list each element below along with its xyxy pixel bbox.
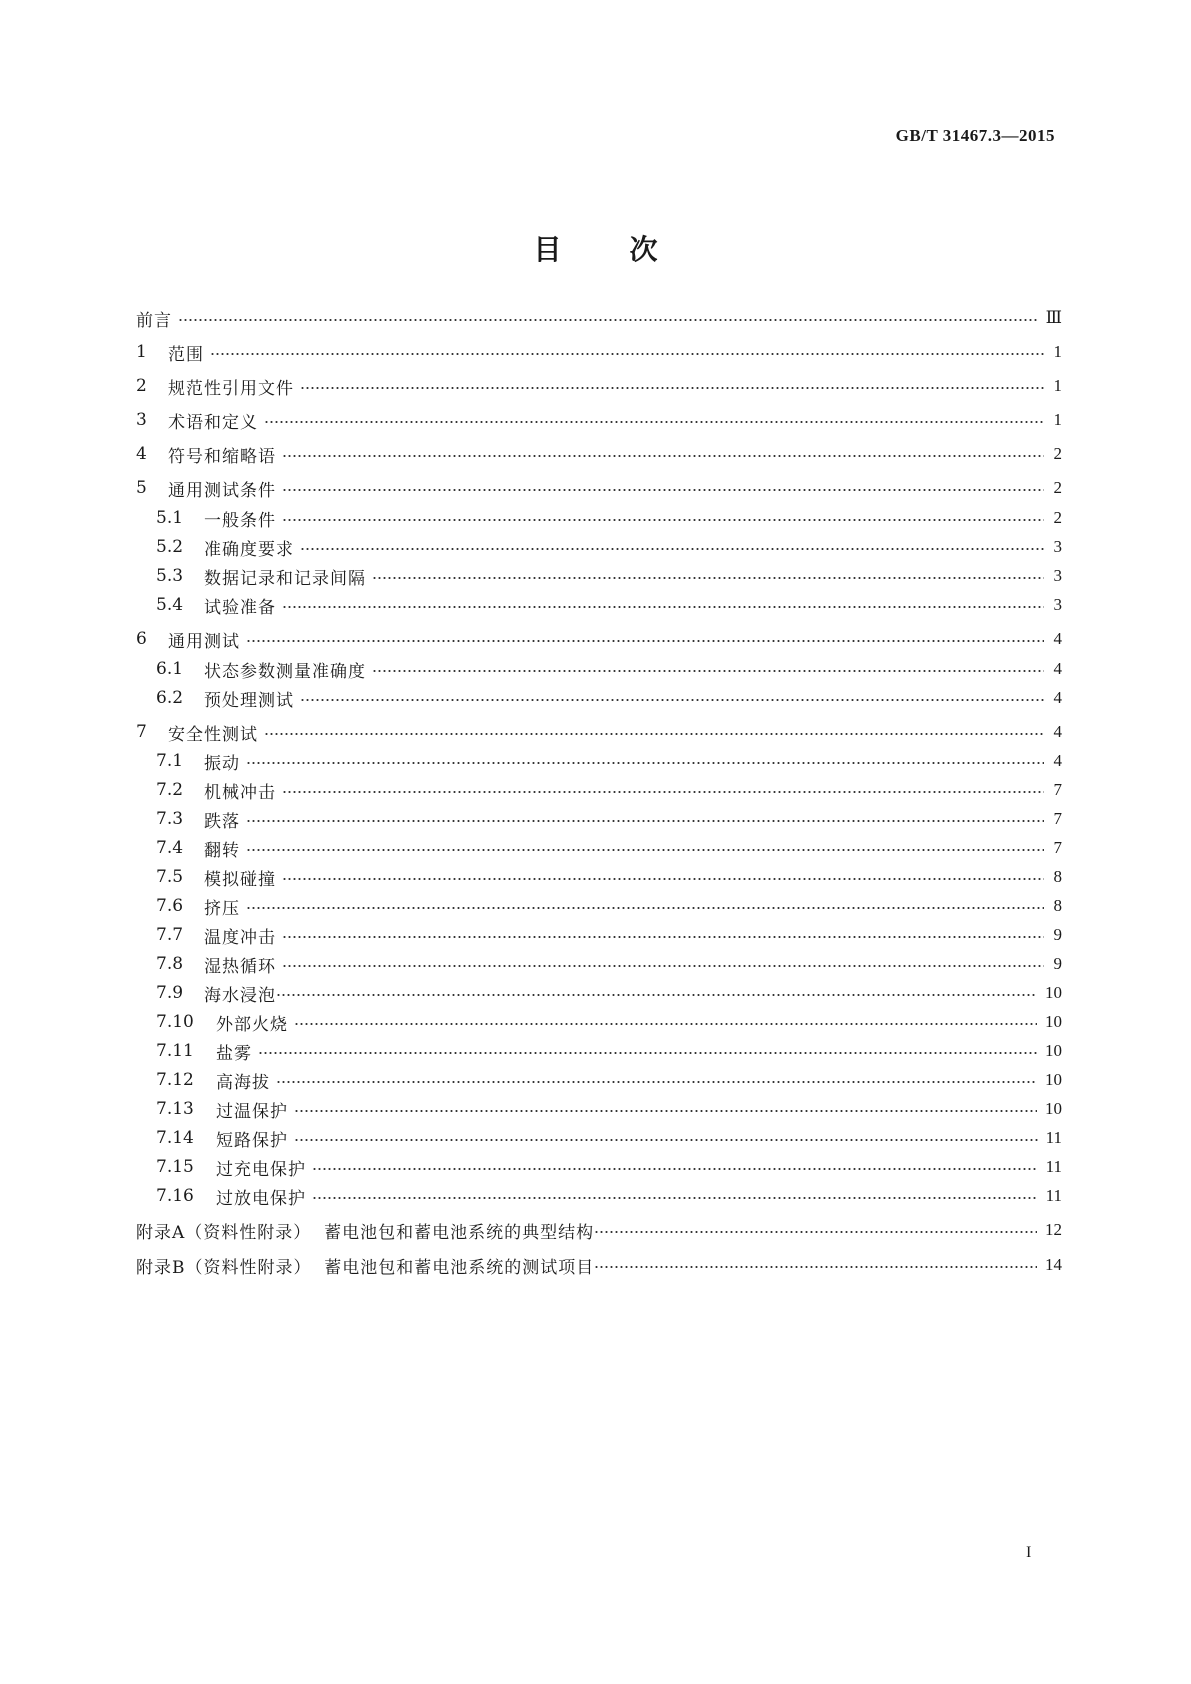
toc-entry-6[interactable] bbox=[136, 627, 1062, 651]
page-number: I bbox=[1026, 1544, 1032, 1561]
table-of-contents bbox=[136, 0, 1062, 1684]
page-title: 目次 bbox=[533, 233, 726, 266]
toc-leader bbox=[282, 455, 1044, 457]
toc-entry-number: 6.1 bbox=[156, 659, 184, 679]
toc-entry-number: 7.7 bbox=[156, 925, 184, 945]
toc-entry-title: 振动 bbox=[204, 753, 240, 774]
toc-entry-number: 5.2 bbox=[156, 537, 184, 557]
toc-page-number: 2 bbox=[1053, 444, 1062, 463]
toc-entry-title: 数据记录和记录间隔 bbox=[204, 568, 366, 589]
toc-entry-number: 7.9 bbox=[156, 983, 184, 1003]
toc-page-number: 7 bbox=[1053, 809, 1062, 828]
toc-leader bbox=[246, 849, 1044, 851]
toc-entry-7-6[interactable] bbox=[156, 894, 1062, 918]
toc-entry-5-1[interactable] bbox=[156, 506, 1062, 530]
toc-page-number: 8 bbox=[1053, 867, 1062, 886]
toc-page-number: 1 bbox=[1053, 376, 1062, 395]
toc-entry-number: 7.11 bbox=[156, 1041, 194, 1061]
toc-entry-7-11[interactable] bbox=[156, 1039, 1062, 1063]
toc-page-number: 11 bbox=[1045, 1128, 1062, 1147]
toc-page-number: 1 bbox=[1053, 410, 1062, 429]
toc-leader bbox=[246, 907, 1044, 909]
toc-entry-title: 通用测试 bbox=[168, 631, 240, 652]
toc-entry-title: 外部火烧 bbox=[216, 1014, 288, 1035]
toc-entry-7-3[interactable] bbox=[156, 807, 1062, 831]
toc-page-number: 10 bbox=[1045, 983, 1062, 1002]
toc-entry-number: 7.6 bbox=[156, 896, 184, 916]
toc-entry-7-12[interactable] bbox=[156, 1068, 1062, 1092]
toc-leader bbox=[594, 1231, 1037, 1233]
toc-entry-title: 过放电保护 bbox=[216, 1188, 306, 1209]
toc-page-number: 10 bbox=[1045, 1012, 1062, 1031]
toc-entry-7-10[interactable] bbox=[156, 1010, 1062, 1034]
standard-code: GB/T 31467.3—2015 bbox=[895, 126, 1055, 145]
toc-page-number: 11 bbox=[1045, 1157, 1062, 1176]
toc-page-number: 8 bbox=[1053, 896, 1062, 915]
toc-leader bbox=[300, 387, 1044, 389]
toc-leader bbox=[276, 1081, 1037, 1083]
toc-entry-number: 5.1 bbox=[156, 508, 184, 528]
toc-entry-title: 预处理测试 bbox=[204, 690, 294, 711]
toc-entry-number: 7.15 bbox=[156, 1157, 194, 1177]
toc-leader bbox=[594, 1266, 1037, 1268]
toc-entry-title: 过充电保护 bbox=[216, 1159, 306, 1180]
toc-entry-7-15[interactable] bbox=[156, 1155, 1062, 1179]
toc-page-number: 10 bbox=[1045, 1070, 1062, 1089]
toc-entry-title: 一般条件 bbox=[204, 510, 276, 531]
toc-leader bbox=[282, 936, 1044, 938]
toc-entry-foreword[interactable] bbox=[136, 306, 1062, 330]
toc-entry-number: 7.8 bbox=[156, 954, 184, 974]
toc-entry-6-1[interactable] bbox=[156, 657, 1062, 681]
toc-page-number: Ⅲ bbox=[1045, 308, 1062, 327]
toc-entry-number: 6 bbox=[136, 629, 147, 649]
toc-page-number: 12 bbox=[1045, 1220, 1062, 1239]
toc-entry-number: 7.2 bbox=[156, 780, 184, 800]
toc-entry-title: 温度冲击 bbox=[204, 927, 276, 948]
toc-leader bbox=[282, 519, 1044, 521]
toc-page-number: 2 bbox=[1053, 478, 1062, 497]
toc-leader bbox=[312, 1168, 1038, 1170]
toc-leader bbox=[276, 994, 1037, 996]
toc-leader bbox=[282, 878, 1044, 880]
toc-leader bbox=[246, 762, 1044, 764]
toc-entry-title: 机械冲击 bbox=[204, 782, 276, 803]
toc-entry-7-2[interactable] bbox=[156, 778, 1062, 802]
toc-leader bbox=[282, 791, 1044, 793]
toc-entry-title: 安全性测试 bbox=[168, 724, 258, 745]
toc-leader bbox=[210, 353, 1044, 355]
toc-page-number: 3 bbox=[1053, 537, 1062, 556]
toc-leader bbox=[372, 577, 1044, 579]
toc-leader bbox=[294, 1110, 1037, 1112]
toc-entry-number: 7.14 bbox=[156, 1128, 194, 1148]
toc-entry-number: 7.10 bbox=[156, 1012, 194, 1032]
toc-page-number: 9 bbox=[1053, 925, 1062, 944]
toc-page-number: 10 bbox=[1045, 1099, 1062, 1118]
toc-page-number: 3 bbox=[1053, 595, 1062, 614]
toc-entry-5-3[interactable] bbox=[156, 564, 1062, 588]
toc-entry-5-4[interactable] bbox=[156, 593, 1062, 617]
toc-leader bbox=[282, 489, 1044, 491]
toc-entry-number: 4 bbox=[136, 444, 147, 464]
toc-entry-number: 7.16 bbox=[156, 1186, 194, 1206]
toc-entry-annex-a[interactable] bbox=[136, 1218, 1062, 1242]
toc-entry-title: 附录A（资料性附录） 蓄电池包和蓄电池系统的典型结构 bbox=[136, 1222, 595, 1243]
toc-entry-title: 状态参数测量准确度 bbox=[204, 661, 366, 682]
toc-leader bbox=[300, 699, 1044, 701]
toc-entry-title: 通用测试条件 bbox=[168, 480, 276, 501]
toc-page-number: 7 bbox=[1053, 838, 1062, 857]
toc-leader bbox=[282, 606, 1044, 608]
toc-entry-7-14[interactable] bbox=[156, 1126, 1062, 1150]
toc-leader bbox=[178, 319, 1038, 321]
toc-entry-title: 过温保护 bbox=[216, 1101, 288, 1122]
toc-leader bbox=[282, 965, 1044, 967]
toc-entry-1[interactable] bbox=[136, 340, 1062, 364]
toc-entry-title: 翻转 bbox=[204, 840, 240, 861]
toc-entry-title: 试验准备 bbox=[204, 597, 276, 618]
toc-entry-3[interactable] bbox=[136, 408, 1062, 432]
toc-entry-number: 3 bbox=[136, 410, 147, 430]
toc-entry-7-4[interactable] bbox=[156, 836, 1062, 860]
toc-entry-number: 5.4 bbox=[156, 595, 184, 615]
toc-entry-title: 模拟碰撞 bbox=[204, 869, 276, 890]
toc-page-number: 1 bbox=[1053, 342, 1062, 361]
toc-entry-title: 高海拔 bbox=[216, 1072, 270, 1093]
toc-page-number: 4 bbox=[1053, 722, 1062, 741]
toc-entry-title: 准确度要求 bbox=[204, 539, 294, 560]
toc-entry-number: 7.5 bbox=[156, 867, 184, 887]
toc-leader bbox=[264, 421, 1044, 423]
toc-page-number: 4 bbox=[1053, 659, 1062, 678]
toc-entry-title: 短路保护 bbox=[216, 1130, 288, 1151]
toc-entry-number: 7 bbox=[136, 722, 147, 742]
toc-leader bbox=[294, 1139, 1038, 1141]
toc-entry-title: 前言 bbox=[136, 310, 172, 331]
toc-entry-7[interactable] bbox=[136, 720, 1062, 744]
toc-page-number: 4 bbox=[1053, 751, 1062, 770]
toc-entry-number: 6.2 bbox=[156, 688, 184, 708]
toc-entry-title: 湿热循环 bbox=[204, 956, 276, 977]
toc-entry-4[interactable] bbox=[136, 442, 1062, 466]
toc-entry-title: 盐雾 bbox=[216, 1043, 252, 1064]
toc-page-number: 4 bbox=[1053, 688, 1062, 707]
toc-entry-title: 附录B（资料性附录） 蓄电池包和蓄电池系统的测试项目 bbox=[136, 1257, 595, 1278]
toc-page-number: 14 bbox=[1045, 1255, 1062, 1274]
toc-leader bbox=[300, 548, 1044, 550]
toc-page-number: 9 bbox=[1053, 954, 1062, 973]
toc-entry-title: 符号和缩略语 bbox=[168, 446, 276, 467]
toc-entry-title: 规范性引用文件 bbox=[168, 378, 294, 399]
toc-leader bbox=[246, 820, 1044, 822]
toc-entry-number: 7.3 bbox=[156, 809, 184, 829]
toc-entry-number: 5 bbox=[136, 478, 147, 498]
toc-leader bbox=[312, 1197, 1038, 1199]
toc-entry-7-9[interactable] bbox=[156, 981, 1062, 1005]
toc-entry-title: 跌落 bbox=[204, 811, 240, 832]
toc-entry-annex-b[interactable] bbox=[136, 1253, 1062, 1277]
toc-entry-title: 范围 bbox=[168, 344, 204, 365]
toc-leader bbox=[264, 733, 1044, 735]
toc-leader bbox=[258, 1052, 1037, 1054]
toc-entry-number: 1 bbox=[136, 342, 147, 362]
toc-entry-7-5[interactable] bbox=[156, 865, 1062, 889]
toc-page-number: 4 bbox=[1053, 629, 1062, 648]
toc-entry-6-2[interactable] bbox=[156, 686, 1062, 710]
toc-page-number: 2 bbox=[1053, 508, 1062, 527]
toc-entry-title: 挤压 bbox=[204, 898, 240, 919]
toc-entry-5-2[interactable] bbox=[156, 535, 1062, 559]
toc-entry-number: 2 bbox=[136, 376, 147, 396]
toc-page-number: 10 bbox=[1045, 1041, 1062, 1060]
toc-entry-5[interactable] bbox=[136, 476, 1062, 500]
toc-entry-7-13[interactable] bbox=[156, 1097, 1062, 1121]
toc-entry-number: 5.3 bbox=[156, 566, 184, 586]
toc-page-number: 3 bbox=[1053, 566, 1062, 585]
toc-entry-number: 7.13 bbox=[156, 1099, 194, 1119]
toc-entry-7-16[interactable] bbox=[156, 1184, 1062, 1208]
toc-entry-title: 海水浸泡 bbox=[204, 985, 276, 1006]
toc-page-number: 11 bbox=[1045, 1186, 1062, 1205]
toc-page-number: 7 bbox=[1053, 780, 1062, 799]
toc-entry-7-1[interactable] bbox=[156, 749, 1062, 773]
toc-entry-number: 7.1 bbox=[156, 751, 184, 771]
toc-entry-7-7[interactable] bbox=[156, 923, 1062, 947]
toc-entry-number: 7.4 bbox=[156, 838, 184, 858]
toc-entry-title: 术语和定义 bbox=[168, 412, 258, 433]
toc-leader bbox=[294, 1023, 1037, 1025]
toc-entry-2[interactable] bbox=[136, 374, 1062, 398]
toc-entry-number: 7.12 bbox=[156, 1070, 194, 1090]
toc-leader bbox=[246, 640, 1044, 642]
toc-entry-7-8[interactable] bbox=[156, 952, 1062, 976]
toc-leader bbox=[372, 670, 1044, 672]
